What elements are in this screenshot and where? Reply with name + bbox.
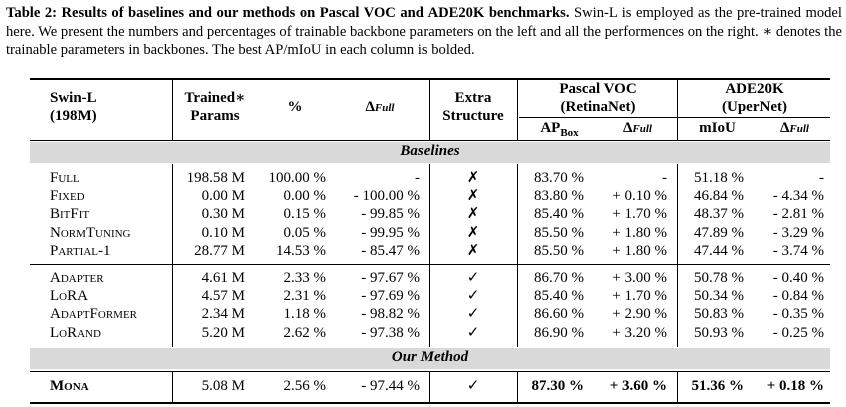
ap-sub: Box xyxy=(560,127,579,139)
vline-4d xyxy=(677,372,678,402)
cell-params: 4.61 M xyxy=(201,270,245,286)
delta-symbol: Δ xyxy=(365,99,375,115)
section-baselines-label: Baselines xyxy=(400,143,460,159)
vline-1c xyxy=(172,265,173,347)
cell-delta: - 85.47 % xyxy=(361,242,420,259)
cell-params: 5.08 M xyxy=(201,378,245,394)
cell-extra: ✗ xyxy=(466,224,480,241)
header-trained-line2: Params xyxy=(190,108,240,124)
header-trained-line1: Trained∗ xyxy=(184,90,246,106)
delta-symbol: Δ xyxy=(780,120,790,136)
vline-1d xyxy=(172,372,173,402)
cell-ap: 83.70 % xyxy=(534,170,584,186)
cell-params: 28.77 M xyxy=(194,242,245,259)
header-miou-delta xyxy=(757,119,832,138)
cell-miou-delta: - 0.25 % xyxy=(772,324,824,341)
ours-rule xyxy=(30,371,830,372)
cell-miou-delta: - 2.81 % xyxy=(772,206,824,223)
cell-ap-delta: + 3.60 % xyxy=(609,378,667,394)
cell-delta: - xyxy=(415,170,420,186)
vline-2b xyxy=(429,164,430,264)
cell-pct: 0.05 % xyxy=(283,224,326,241)
cell-delta: - 99.85 % xyxy=(361,206,420,223)
cell-name: AdaptFormer xyxy=(50,306,138,323)
vline-2c xyxy=(429,265,430,347)
header-delta xyxy=(340,98,420,117)
cell-ap: 86.60 % xyxy=(534,306,584,323)
cell-miou: 51.36 % xyxy=(691,378,744,394)
vline-2 xyxy=(429,79,430,141)
cell-delta: - 98.82 % xyxy=(361,306,420,323)
cell-extra: ✓ xyxy=(466,270,480,286)
cell-delta: - 99.95 % xyxy=(361,224,420,241)
cell-extra: ✓ xyxy=(466,306,480,323)
cell-ap: 87.30 % xyxy=(531,378,584,394)
cell-pct: 100.00 % xyxy=(268,170,326,186)
section-our-method-label: Our Method xyxy=(391,349,469,365)
cell-name: Adapter xyxy=(50,270,104,286)
cell-miou-delta: - 4.34 % xyxy=(772,188,824,205)
cell-ap-delta: + 3.00 % xyxy=(612,270,667,286)
cell-params: 0.00 M xyxy=(201,188,245,205)
vline-2d xyxy=(429,372,430,402)
header-model-line2: (198M) xyxy=(50,108,97,124)
cell-pct: 2.33 % xyxy=(283,270,326,286)
cell-delta: - 100.00 % xyxy=(353,188,420,205)
header-ap-delta xyxy=(600,119,675,138)
header-voc-line1: Pascal VOC xyxy=(559,81,637,97)
vline-4 xyxy=(677,79,678,141)
vline-3d xyxy=(517,372,518,402)
header-ade xyxy=(679,80,830,116)
cell-miou: 50.34 % xyxy=(694,288,744,305)
cell-miou: 50.93 % xyxy=(694,324,744,341)
cell-ap: 85.50 % xyxy=(534,242,584,259)
header-voc-line2: (RetinaNet) xyxy=(560,99,636,115)
cell-miou: 47.44 % xyxy=(694,242,744,259)
cell-ap: 85.40 % xyxy=(534,288,584,305)
cell-miou: 50.78 % xyxy=(694,270,744,286)
caption-text: Swin-L is employed as the pre-trained model here. We present the numbers and percentages of trainable backbone parameters on the left and all the performences on the right. ∗ denotes the trainable parameters in backbones. The best AP/mIoU in each column is bolded. xyxy=(6,5,842,58)
header-extra xyxy=(431,89,515,125)
cell-ap-delta: + 1.70 % xyxy=(612,288,667,305)
header-ap xyxy=(522,119,597,142)
cell-delta: - 97.69 % xyxy=(361,288,420,305)
cell-params: 0.10 M xyxy=(201,224,245,241)
subheader-rule xyxy=(519,117,830,118)
table-caption xyxy=(6,4,842,60)
cell-name: LoRA xyxy=(50,288,88,305)
cell-miou-delta: - 3.29 % xyxy=(772,224,824,241)
caption-bold: Results of baselines and our methods on Pascal VOC and ADE20K benchmarks. xyxy=(61,5,570,21)
header-miou: mIoU xyxy=(699,120,736,136)
cell-ap-delta: + 1.80 % xyxy=(612,242,667,259)
cell-params: 2.34 M xyxy=(201,306,245,323)
vline-3b xyxy=(517,164,518,264)
cell-ap-delta: + 1.70 % xyxy=(612,206,667,223)
header-model xyxy=(50,89,97,125)
group-rule xyxy=(30,264,830,265)
cell-name: Fixed xyxy=(50,188,85,205)
cell-params: 198.58 M xyxy=(186,170,245,186)
cell-ap: 86.70 % xyxy=(534,270,584,286)
vline-3 xyxy=(517,79,518,141)
cell-ap-delta: - xyxy=(662,170,667,186)
vline-4b xyxy=(677,164,678,264)
cell-ap-delta: + 1.80 % xyxy=(612,224,667,241)
cell-params: 5.20 M xyxy=(201,324,245,341)
cell-name: NormTuning xyxy=(50,224,131,241)
header-extra-line1: Extra xyxy=(454,90,492,106)
header-extra-line2: Structure xyxy=(442,108,504,124)
delta-sub: Full xyxy=(374,102,395,114)
ap-label: AP xyxy=(540,120,561,136)
vline-1b xyxy=(172,164,173,264)
vline-1 xyxy=(172,79,173,141)
cell-pct: 2.62 % xyxy=(283,324,326,341)
cell-pct: 2.56 % xyxy=(283,378,326,394)
cell-ap-delta: + 3.20 % xyxy=(612,324,667,341)
cell-pct: 0.00 % xyxy=(283,188,326,205)
cell-miou: 48.37 % xyxy=(694,206,744,223)
cell-miou: 50.83 % xyxy=(694,306,744,323)
cell-ap-delta: + 0.10 % xyxy=(612,188,667,205)
header-voc xyxy=(519,80,677,116)
cell-miou-delta: - 0.35 % xyxy=(772,306,824,323)
cell-ap-delta: + 2.90 % xyxy=(612,306,667,323)
cell-ap: 85.40 % xyxy=(534,206,584,223)
cell-pct: 0.15 % xyxy=(283,206,326,223)
cell-ap: 85.50 % xyxy=(534,224,584,241)
cell-miou: 51.18 % xyxy=(694,170,744,186)
header-ade-line2: (UperNet) xyxy=(722,99,787,115)
cell-extra: ✗ xyxy=(466,206,480,223)
header-trained xyxy=(175,89,255,125)
section-baselines xyxy=(30,142,830,163)
cell-extra: ✓ xyxy=(466,378,480,394)
cell-miou-delta: - 0.84 % xyxy=(772,288,824,305)
cell-name: Partial-1 xyxy=(50,242,111,259)
cell-delta: - 97.44 % xyxy=(361,378,420,394)
cell-delta: - 97.38 % xyxy=(361,324,420,341)
caption-label: Table 2: xyxy=(6,5,57,21)
vline-3c xyxy=(517,265,518,347)
cell-name: LoRand xyxy=(50,324,101,341)
delta-sub: Full xyxy=(789,123,809,135)
header-rule xyxy=(30,140,830,141)
cell-miou: 46.84 % xyxy=(694,188,744,205)
cell-ap: 86.90 % xyxy=(534,324,584,341)
cell-extra: ✗ xyxy=(466,188,480,205)
cell-pct: 1.18 % xyxy=(283,306,326,323)
cell-name: Full xyxy=(50,170,80,186)
cell-pct: 2.31 % xyxy=(283,288,326,305)
section-our-method xyxy=(30,348,830,369)
cell-name: BitFit xyxy=(50,206,90,223)
cell-pct: 14.53 % xyxy=(276,242,326,259)
cell-miou-delta: - xyxy=(819,170,824,186)
header-ade-line1: ADE20K xyxy=(725,81,784,97)
cell-extra: ✗ xyxy=(466,170,480,186)
header-model-line1: Swin-L xyxy=(50,90,97,106)
cell-params: 4.57 M xyxy=(201,288,245,305)
cell-params: 0.30 M xyxy=(201,206,245,223)
bottom-rule xyxy=(30,402,830,404)
cell-miou-delta: - 0.40 % xyxy=(772,270,824,286)
cell-name: Mona xyxy=(50,378,89,394)
cell-extra: ✓ xyxy=(466,288,480,305)
cell-miou: 47.89 % xyxy=(694,224,744,241)
delta-sub: Full xyxy=(632,123,652,135)
cell-extra: ✓ xyxy=(466,324,480,341)
cell-extra: ✗ xyxy=(466,242,480,259)
cell-miou-delta: + 0.18 % xyxy=(766,378,824,394)
cell-ap: 83.80 % xyxy=(534,188,584,205)
cell-delta: - 97.67 % xyxy=(361,270,420,286)
header-percent: % xyxy=(287,99,303,115)
delta-symbol: Δ xyxy=(623,120,633,136)
vline-4c xyxy=(677,265,678,347)
cell-miou-delta: - 3.74 % xyxy=(772,242,824,259)
